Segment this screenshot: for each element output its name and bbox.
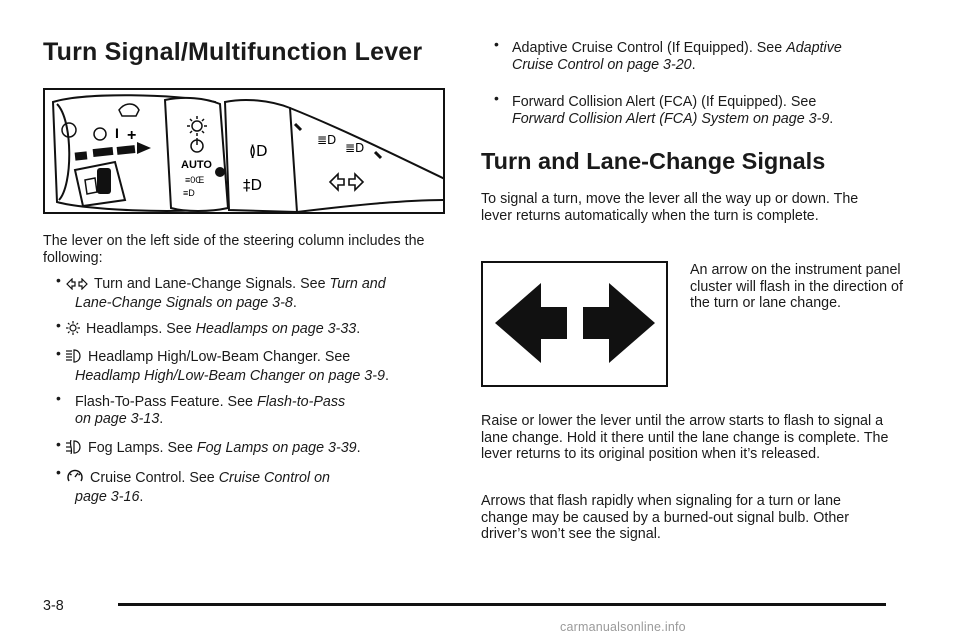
svg-text:≬D: ≬D — [249, 142, 268, 160]
paragraph: Arrows that flash rapidly when signaling for a turn or lane change may be caused by a burned-out signal bulb. Other driver’s won’t see the signal. — [481, 493, 849, 542]
svg-text:‡D: ‡D — [243, 176, 263, 194]
left-arrow-icon — [495, 283, 567, 363]
list-item: • Fog Lamps. See Fog Lamps on page 3-39. — [60, 440, 450, 459]
intro-text: The lever on the left side of the steering column includes the following: — [43, 233, 425, 266]
svg-text:I: I — [115, 125, 119, 141]
footer-rule — [118, 603, 886, 606]
turn-arrows-figure — [481, 261, 668, 387]
multifunction-lever-drawing — [45, 90, 445, 214]
right-arrow-icon — [583, 283, 655, 363]
list-item: • Turn and Lane-Change Signals. See Turn and Lane-Change Signals on page 3-8. — [56, 272, 386, 311]
svg-text:+: + — [127, 127, 137, 144]
headlamp-icon — [66, 321, 80, 340]
subsection-heading: Turn and Lane-Change Signals — [481, 148, 826, 174]
svg-text:≡0Œ: ≡0Œ — [185, 175, 205, 185]
list-item: • Headlamp High/Low-Beam Changer. See Headlamp High/Low-Beam Changer on page 3-9. — [56, 345, 389, 384]
list-item: • Adaptive Cruise Control (If Equipped). See Adaptive Cruise Control on page 3-20. — [494, 36, 842, 73]
high-beam-icon — [66, 349, 82, 368]
list-item: • Headlamps. See Headlamps on page 3-33. — [60, 321, 450, 340]
cruise-control-icon — [66, 468, 84, 489]
page-number: 3-8 — [43, 598, 64, 614]
paragraph: To signal a turn, move the lever all the way up or down. The lever returns automatically when the turn is complete. — [481, 191, 859, 224]
list-item: • Forward Collision Alert (FCA) (If Equipped). See Forward Collision Alert (FCA) System on page 3-9. — [494, 90, 834, 127]
svg-text:≣D: ≣D — [345, 141, 365, 155]
lever-illustration — [43, 88, 445, 214]
svg-text:≡D: ≡D — [183, 188, 195, 198]
turn-signal-arrows-icon — [66, 278, 88, 295]
section-heading: Turn Signal/Multifunction Lever — [43, 38, 423, 66]
arrow-caption: An arrow on the instrument panel cluster will flash in the direction of the turn or lane change. — [690, 262, 903, 311]
list-item: • Flash-To-Pass Feature. See Flash-to-Pass on page 3-13. — [56, 390, 346, 427]
watermark: carmanualsonline.info — [560, 620, 686, 634]
paragraph: Raise or lower the lever until the arrow starts to flash to signal a lane change. Hold it there until the lane change is complete. The lever returns to its original position when it’s released. — [481, 413, 889, 462]
auto-label: AUTO — [181, 159, 212, 171]
svg-text:≣D: ≣D — [317, 133, 337, 147]
fog-lamp-icon — [66, 440, 82, 459]
list-item: • Cruise Control. See Cruise Control on page 3-16. — [56, 464, 330, 505]
